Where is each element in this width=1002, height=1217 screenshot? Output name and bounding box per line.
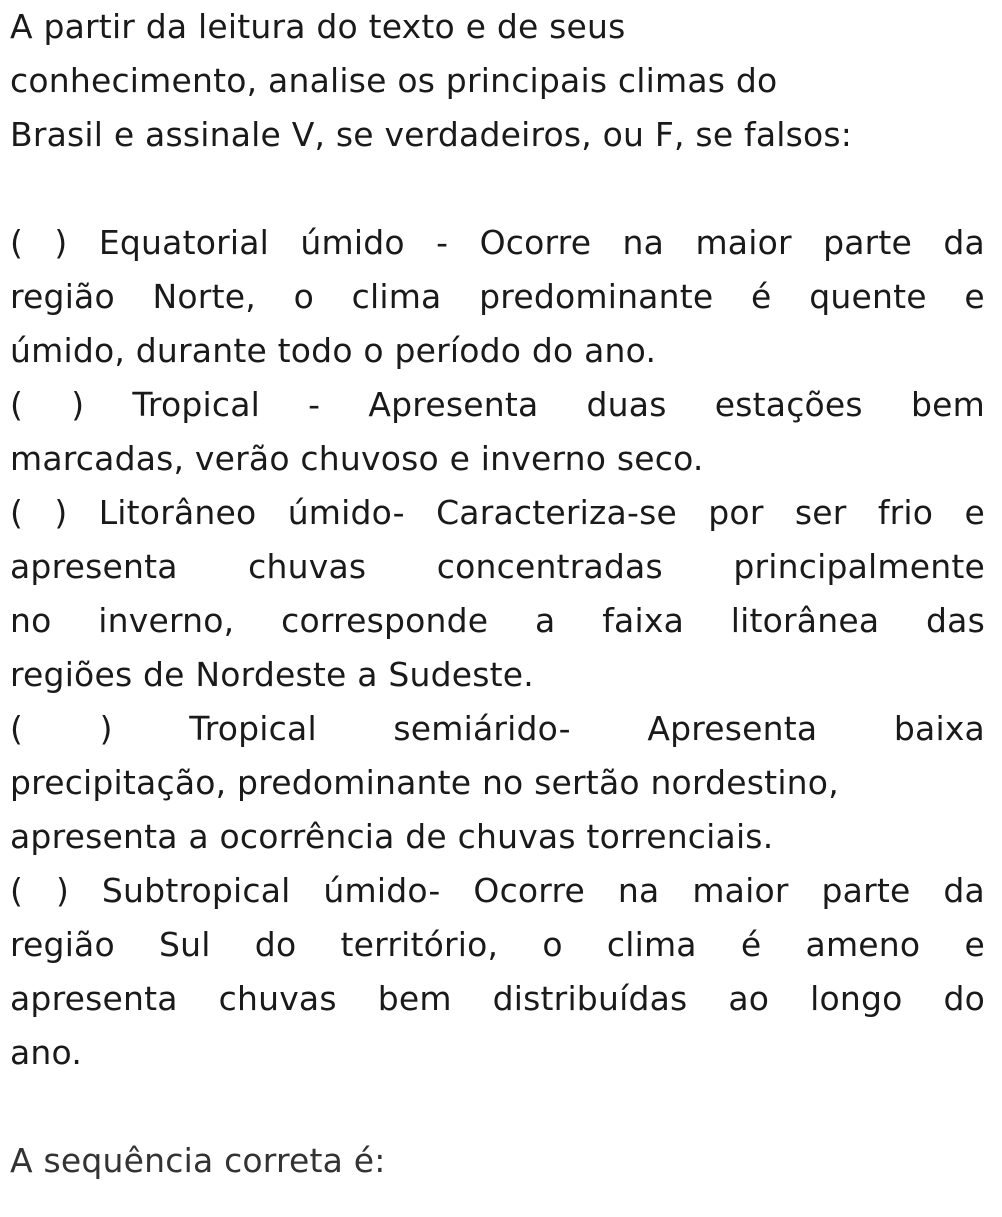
- word: parte: [821, 871, 911, 910]
- word: da: [943, 223, 985, 262]
- word: predominante: [479, 277, 714, 316]
- word: chuvas: [248, 547, 367, 586]
- word: das: [926, 601, 985, 640]
- statement-line: [10, 918, 985, 972]
- word: Apresenta: [647, 709, 818, 748]
- statement-line: marcadas, verão chuvoso e inverno seco.: [10, 439, 704, 478]
- word: Equatorial: [98, 223, 270, 262]
- statement-line: precipitação, predominante no sertão nordestino,: [10, 763, 839, 802]
- word: quente: [809, 277, 927, 316]
- answer-prompt: A sequência correta é:: [10, 1141, 386, 1180]
- word: apresenta: [10, 979, 178, 1018]
- word: o: [293, 277, 314, 316]
- intro-line: conhecimento, analise os principais climas do: [10, 61, 778, 100]
- word: semiárido-: [393, 709, 571, 748]
- answer-parenthesis: (: [10, 709, 24, 748]
- word: região: [10, 277, 115, 316]
- word: ser: [794, 493, 847, 532]
- answer-parenthesis: ): [54, 493, 68, 532]
- statement-line: ano.: [10, 1033, 83, 1072]
- word: distribuídas: [492, 979, 688, 1018]
- word: parte: [823, 223, 913, 262]
- answer-parenthesis: ): [55, 871, 70, 910]
- word: frio: [877, 493, 934, 532]
- word: do: [254, 925, 297, 964]
- word: inverno,: [98, 601, 235, 640]
- answer-parenthesis: ): [71, 385, 85, 424]
- word: e: [964, 277, 985, 316]
- answer-parenthesis: (: [10, 493, 24, 532]
- word: e: [964, 493, 985, 532]
- word: ao: [728, 979, 770, 1018]
- word: estações: [714, 385, 863, 424]
- answer-parenthesis: (: [10, 223, 24, 262]
- word: Tropical: [189, 709, 317, 748]
- word: por: [708, 493, 764, 532]
- intro-line: Brasil e assinale V, se verdadeiros, ou F, se falsos:: [10, 115, 853, 154]
- word: úmido: [300, 223, 405, 262]
- word: -: [436, 223, 449, 262]
- word: ameno: [805, 925, 921, 964]
- word: é: [751, 277, 772, 316]
- word: -: [308, 385, 321, 424]
- word: a: [535, 601, 556, 640]
- word: Sul: [159, 925, 211, 964]
- word: Subtropical: [101, 871, 291, 910]
- word: no: [10, 601, 52, 640]
- statement-line: [10, 270, 985, 324]
- answer-parenthesis: (: [10, 385, 24, 424]
- statement-line: [10, 864, 985, 918]
- word: corresponde: [281, 601, 489, 640]
- word: principalmente: [733, 547, 985, 586]
- word: bem: [377, 979, 452, 1018]
- word: longo: [810, 979, 903, 1018]
- word: apresenta: [10, 547, 178, 586]
- word: é: [740, 925, 762, 964]
- statement-line: [10, 972, 985, 1026]
- statement-line: úmido, durante todo o período do ano.: [10, 331, 657, 370]
- word: litorânea: [730, 601, 880, 640]
- word: na: [617, 871, 660, 910]
- word: na: [622, 223, 665, 262]
- word: e: [964, 925, 985, 964]
- intro-line: A partir da leitura do texto e de seus: [10, 7, 626, 46]
- word: faixa: [602, 601, 684, 640]
- word: da: [943, 871, 985, 910]
- word: chuvas: [218, 979, 337, 1018]
- word: Ocorre: [473, 871, 586, 910]
- answer-parenthesis: ): [99, 709, 113, 748]
- word: maior: [695, 223, 792, 262]
- statement-line: apresenta a ocorrência de chuvas torrenciais.: [10, 817, 774, 856]
- word: Tropical: [132, 385, 260, 424]
- word: território,: [340, 925, 499, 964]
- word: o: [542, 925, 563, 964]
- word: maior: [692, 871, 789, 910]
- statement-line: [10, 378, 985, 432]
- word: clima: [351, 277, 442, 316]
- word: Litorâneo: [98, 493, 257, 532]
- word: duas: [586, 385, 667, 424]
- word: Ocorre: [479, 223, 592, 262]
- word: bem: [910, 385, 985, 424]
- word: baixa: [893, 709, 985, 748]
- statement-line: [10, 216, 985, 270]
- word: do: [943, 979, 985, 1018]
- statement-line: regiões de Nordeste a Sudeste.: [10, 655, 534, 694]
- word: úmido-: [287, 493, 405, 532]
- word: Norte,: [152, 277, 256, 316]
- word: Apresenta: [368, 385, 539, 424]
- statement-line: [10, 486, 985, 540]
- answer-parenthesis: ): [54, 223, 68, 262]
- statement-line: [10, 540, 985, 594]
- word: úmido-: [323, 871, 441, 910]
- answer-parenthesis: (: [10, 871, 24, 910]
- word: concentradas: [436, 547, 663, 586]
- word: Caracteriza-se: [436, 493, 677, 532]
- statement-line: [10, 702, 985, 756]
- word: clima: [606, 925, 697, 964]
- word: região: [10, 925, 115, 964]
- statement-line: [10, 594, 985, 648]
